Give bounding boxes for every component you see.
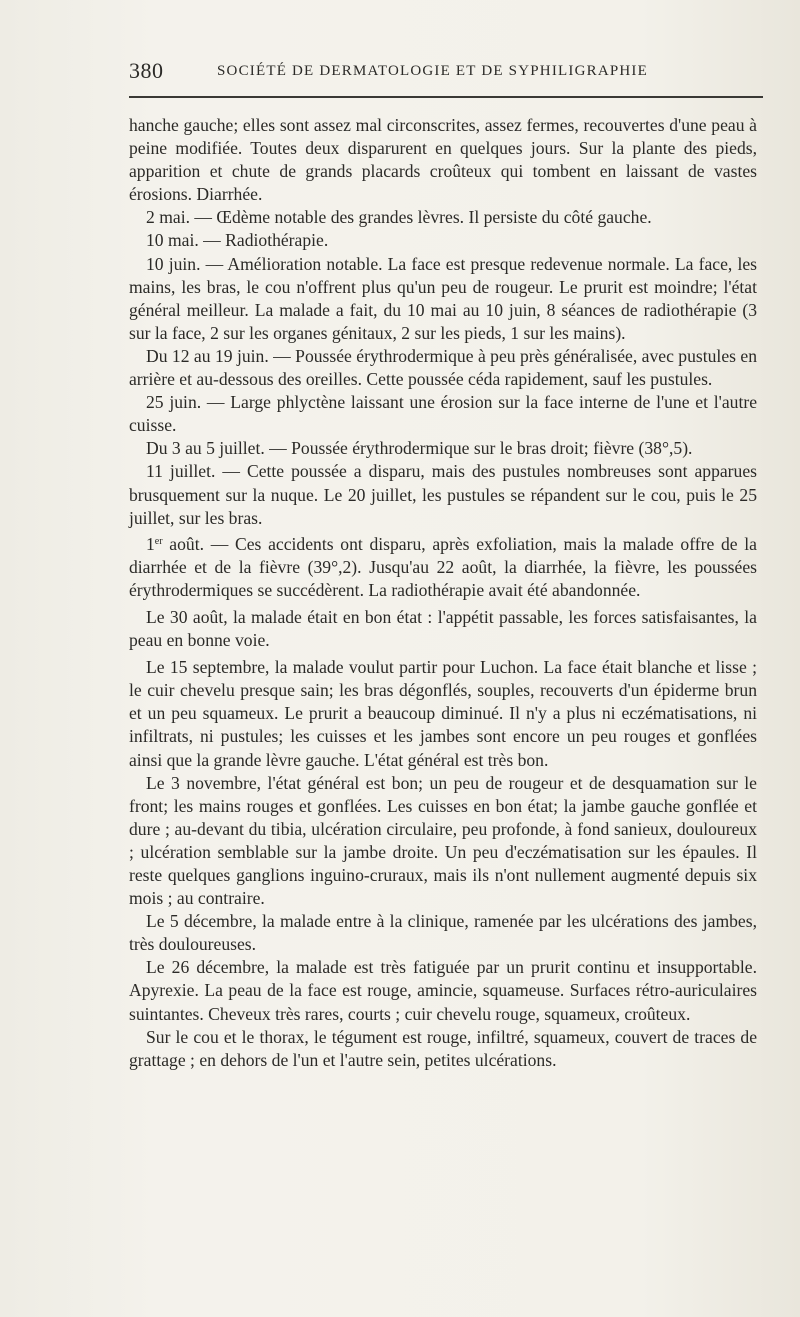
paragraph: Le 3 novembre, l'état général est bon; un peu de rougeur et de desquamation sur le front; les mains rouges et gonflées. Les cuisses en bon état; la jambe gauche gonflée et dure ; au-devant du tibia, ulcération circulaire, peu profonde, à fond sanieux, douloureux ; ulcération semblable sur la jambe droite. Un peu d'eczématisation sur les épaules. Il reste quelques ganglions inguino-cruraux, mais ils n'ont nullement augmenté depuis six mois ; au contraire. bbox=[129, 772, 757, 909]
paragraph bbox=[129, 530, 757, 602]
page-number: 380 bbox=[129, 58, 164, 83]
paragraph: 2 mai. — Œdème notable des grandes lèvres. Il persiste du côté gauche. bbox=[146, 207, 652, 228]
paragraph: 11 juillet. — Cette poussée a disparu, mais des pustules nombreuses sont apparues brusquement sur la nuque. Le 20 juillet, les pustules se répandent sur le cou, puis le 25 juillet, sur les bras. bbox=[129, 461, 757, 528]
page-header bbox=[129, 58, 763, 88]
paragraph: Du 12 au 19 juin. — Poussée érythrodermique à peu près généralisée, avec pustules en arrière et au-dessous des oreilles. Cette poussée céda rapidement, sauf les pustules. bbox=[129, 345, 757, 390]
paragraph: Du 3 au 5 juillet. — Poussée érythrodermique sur le bras droit; fièvre (38°,5). bbox=[146, 438, 693, 459]
running-head: SOCIÉTÉ DE DERMATOLOGIE ET DE SYPHILIGRAPHIE bbox=[217, 63, 648, 79]
paragraph: hanche gauche; elles sont assez mal circonscrites, assez fermes, recouvertes d'une peau à peine modifiée. Toutes deux disparurent en quelques jours. Sur la plante des pieds, apparition et chute de grands placards croûteux qui tombent en laissant de vastes érosions. Diarrhée. bbox=[129, 115, 757, 205]
date-superscript: er bbox=[154, 535, 163, 547]
paragraph: Le 26 décembre, la malade est très fatiguée par un prurit continu et insupportable. Apyrexie. La peau de la face est rouge, amincie, squameuse. Surfaces rétro-auriculaires suintantes. Cheveux très rares, courts ; cuir chevelu rouge, squameux, croûteux. bbox=[129, 957, 757, 1024]
paragraph: 10 juin. — Amélioration notable. La face est presque redevenue normale. La face, les mains, les bras, le cou n'offrent plus qu'un peu de rougeur. Le prurit est moindre; l'état général meilleur. La malade a fait, du 10 mai au 10 juin, 8 séances de radiothérapie (3 sur la face, 2 sur les organes génitaux, 2 sur les pieds, 1 sur les mains). bbox=[129, 253, 757, 343]
date-number: 1 bbox=[146, 533, 155, 554]
paragraph: 10 mai. — Radiothérapie. bbox=[146, 230, 329, 251]
paragraph: Sur le cou et le thorax, le tégument est rouge, infiltré, squameux, couvert de traces de grattage ; en dehors de l'un et l'autre sein, petites ulcérations. bbox=[129, 1026, 757, 1070]
paragraph: 25 juin. — Large phlyctène laissant une érosion sur la face interne de l'une et l'autre cuisse. bbox=[129, 392, 757, 436]
body-text bbox=[129, 114, 757, 1072]
header-rule bbox=[129, 96, 763, 98]
paragraph: Le 15 septembre, la malade voulut partir pour Luchon. La face était blanche et lisse ; le cuir chevelu presque sain; les bras dégonflés, souples, recouverts d'un épiderme brun et un peu squameux. Le prurit a beaucoup diminué. Il n'y a plus ni eczématisations, ni infiltrats, ni pustules; les cuisses et les jambes sont encore un peu rouges et gonflées ainsi que la grande lèvre gauche. L'état général est très bon. bbox=[129, 657, 757, 770]
paragraph-text: août. — Ces accidents ont disparu, après exfoliation, mais la malade offre de la diarrhée et de la fièvre (39°,2). Jusqu'au 22 août, la diarrhée, la fièvre, les poussées érythrodermiques se succédèrent. La radiothérapie avait été abandonnée. bbox=[129, 533, 757, 600]
paragraph: Le 30 août, la malade était en bon état : l'appétit passable, les forces satisfaisantes, la peau en bonne voie. bbox=[129, 606, 757, 651]
paragraph: Le 5 décembre, la malade entre à la clinique, ramenée par les ulcérations des jambes, très douloureuses. bbox=[129, 911, 757, 955]
